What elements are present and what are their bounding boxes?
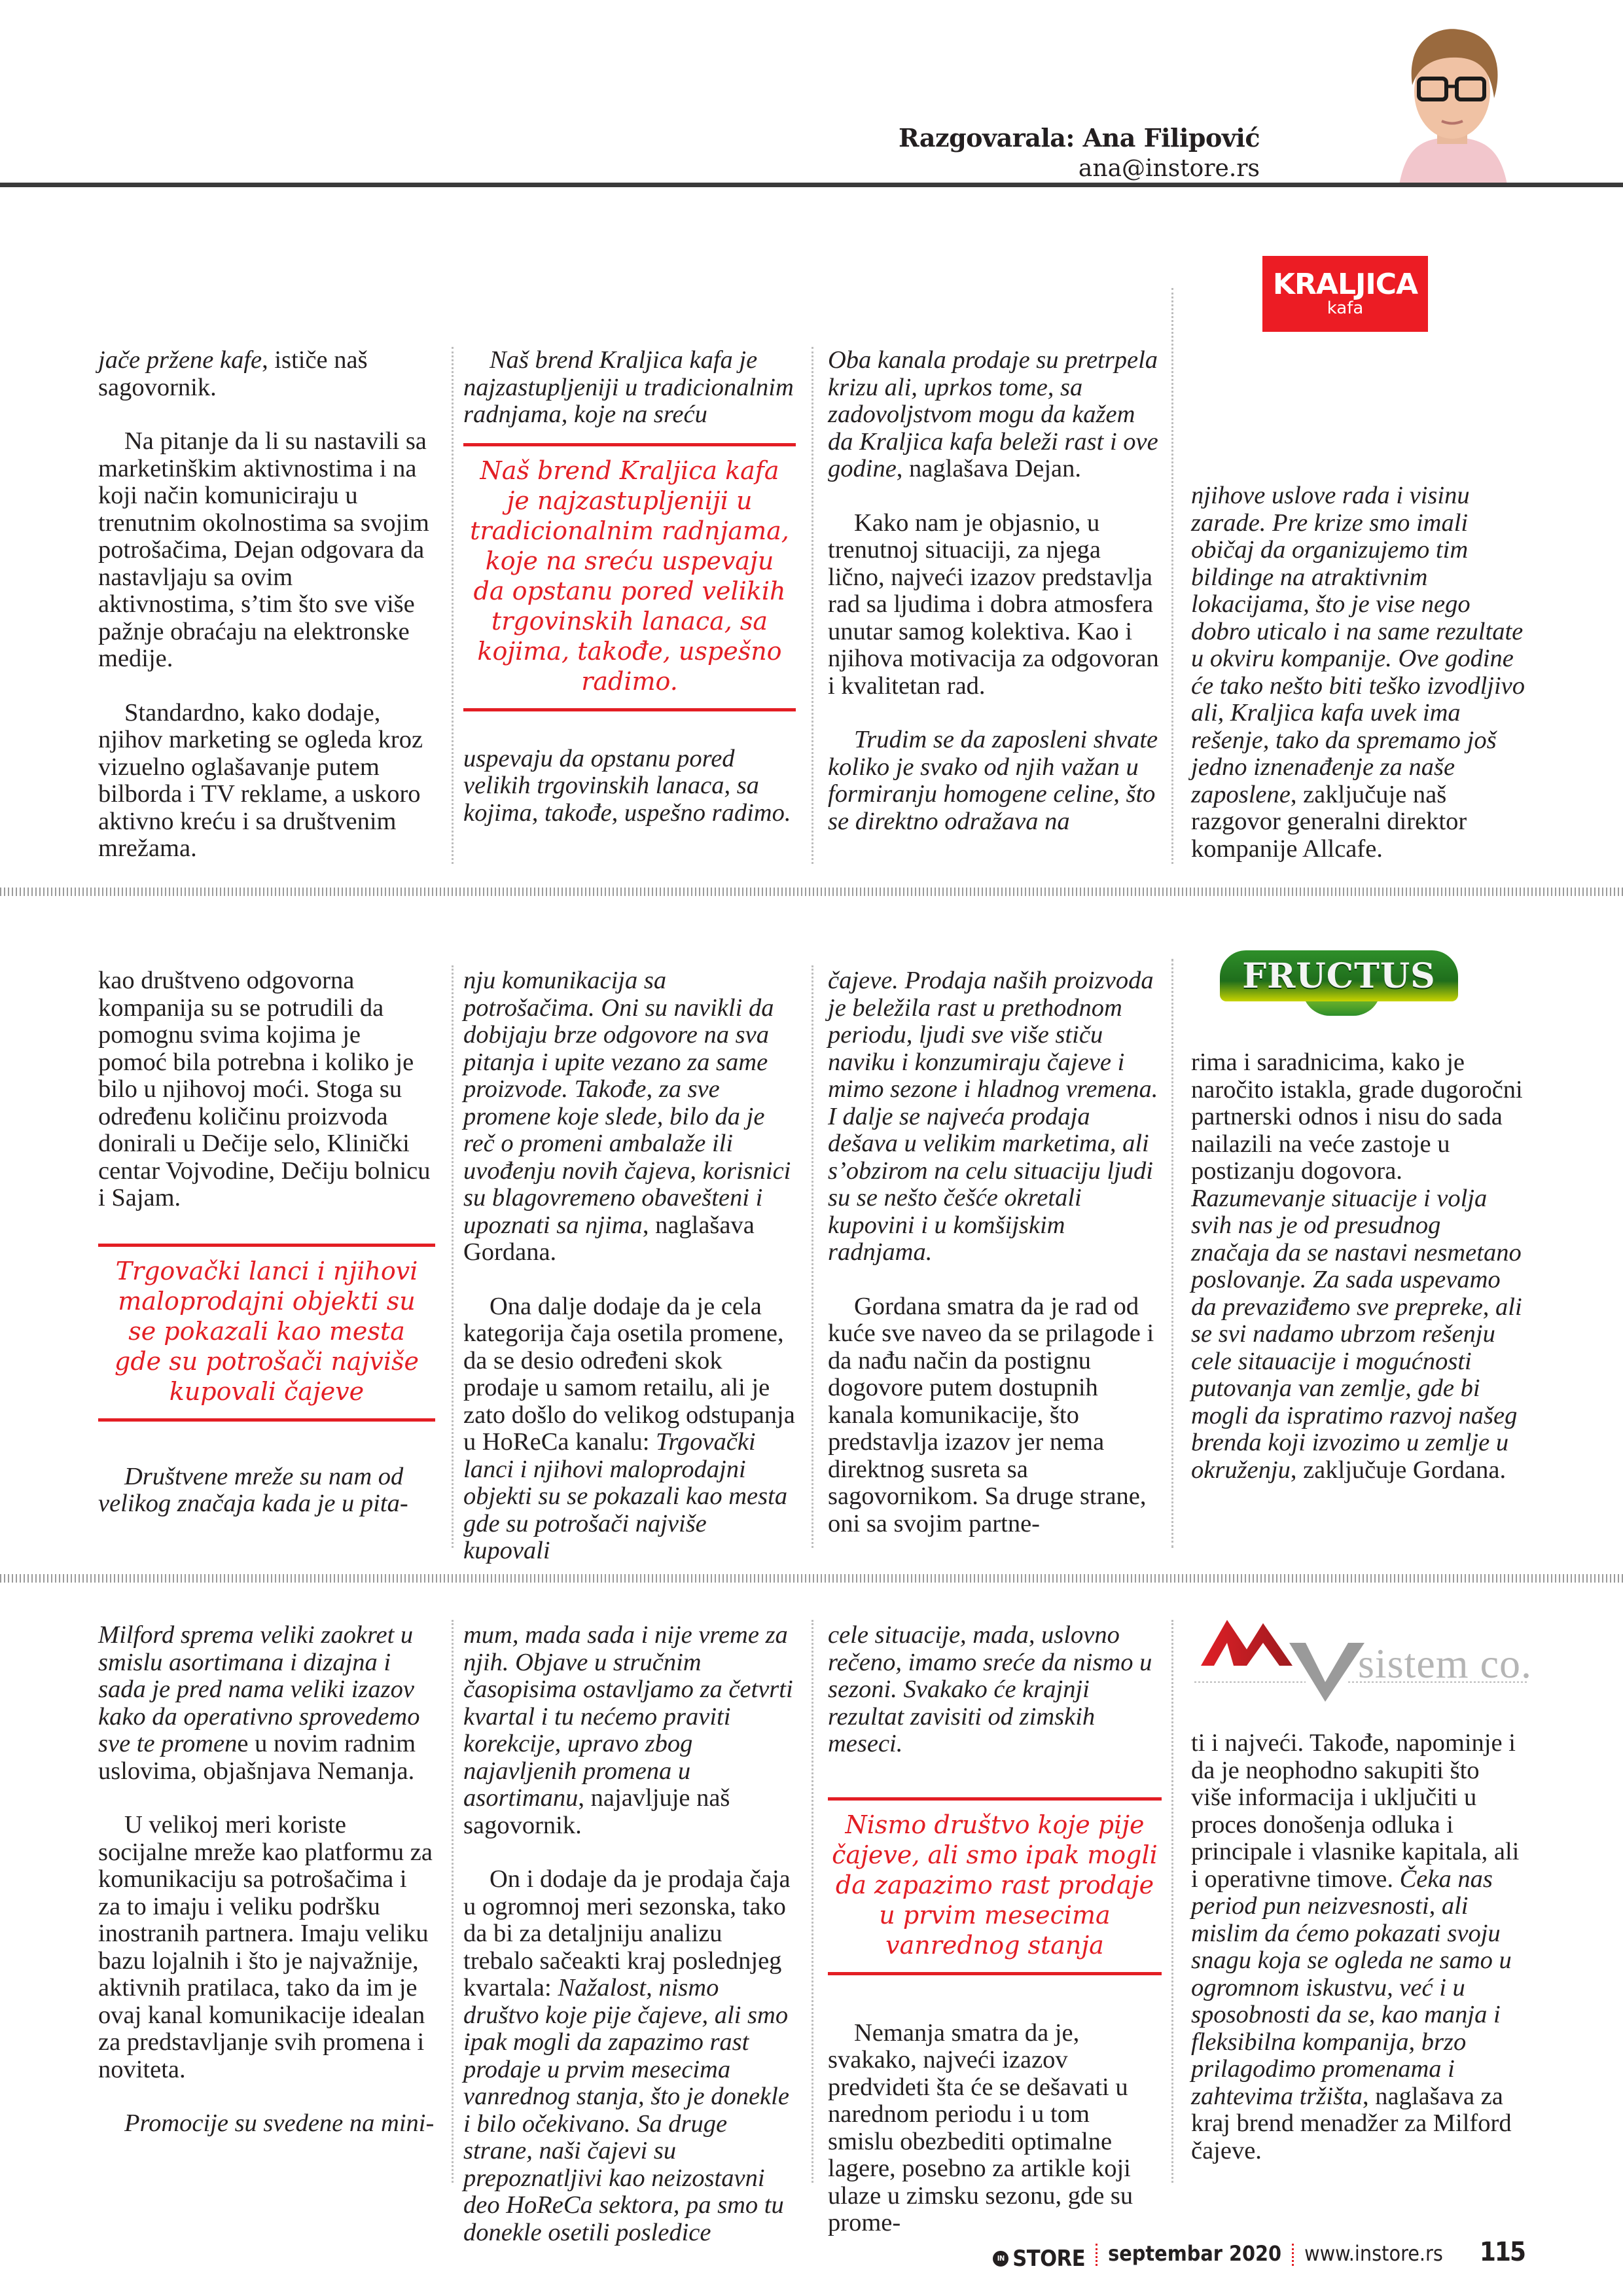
- column-separator: [1171, 959, 1173, 1548]
- paragraph-text: , naglašava Dejan.: [896, 455, 1082, 482]
- kraljica-kafa-logo: [1262, 256, 1428, 332]
- inline-italic: Razumevanje situacije i volja svih nas je od presudnog značaja da se nastavi nesmetano poslovanje. Za sada uspevamo da prevaziđemo sve prepreke, ali se svi nadamo ubrzom rešenju cele sitauacije i mogućnosti putovanja van zemlje, gde bi mogli da ispratimo razvoj našeg brenda koji izvozimo u zemlje u okruženju: [1191, 1184, 1522, 1484]
- paragraph-italic: cele situacije, mada, uslovno rečeno, imamo sreće da nismo u sezoni. Svakako će krajnji rezultat zavisiti od zimskih meseci.: [828, 1621, 1152, 1757]
- paragraph: Na pitanje da li su nastavili sa marketinškim aktivnostima i na koji način komuniciraju u trenutnim okolnostima sa svojim potrošačima, Dejan odgovara da nastavljaju sa ovim aktivnostima, s’tim što sve više pažnje obraćaju na elektronske medije.: [98, 427, 429, 672]
- paragraph-italic: Promocije su svedene na mini-: [124, 2109, 435, 2137]
- column-separator: [812, 1620, 813, 2183]
- instore-logo: [993, 2246, 1085, 2272]
- section2-col2: [463, 967, 796, 1565]
- footer-separator: [1096, 2244, 1097, 2266]
- paragraph-text: On i dodaje da je prodaja čaja u ogromnoj meri sezonska, tako da bi za detaljniju analizu trebalo sačeakti kraj poslednjeg kvartala:: [463, 1865, 791, 2001]
- paragraph-text: Ona dalje dodaje da je cela kategorija čaja osetila promene, da se desio određeni skok prodaje u samom retailu, ali je zato došlo do velikog odstupanja u HoReCa kanalu:: [463, 1292, 795, 1456]
- author-photo: [1366, 13, 1538, 185]
- column-separator: [452, 347, 454, 864]
- inline-italic: nju komunikacija sa potrošačima. Oni su navikli da dobijaju brze odgovore na sva pitanja i upite vezano za same proizvode. Takođe, za sve promene koje slede, bilo da je reč o promeni ambalaže ili uvođenju novih čajeva, korisnici su blagovremeno obavešteni i upoznati sa njima: [463, 967, 791, 1239]
- inline-italic: Čeka nas period pun neizvesnosti, ali mislim da ćemo pokazati svoju snagu koja se ogleda ne samo u ogromnom iskustvu, već i u sposobnosti da se, kao manja i fleksibilna kompanija, brzo prilagodimo promenama i zahtevima tržišta: [1191, 1865, 1512, 2110]
- footer-separator: [1292, 2244, 1294, 2266]
- section1-col1: [98, 347, 435, 863]
- section-divider: [0, 1574, 1623, 1583]
- page-footer: [993, 2237, 1525, 2272]
- paragraph-text: , zaključuje naš razgovor generalni direktor kompanije Allcafe.: [1191, 780, 1467, 863]
- section1-col4: [1191, 482, 1525, 863]
- paragraph-italic: uspevaju da opstanu pored velikih trgovinskih lanaca, sa kojima, takođe, uspešno radimo.: [463, 744, 791, 827]
- column-separator: [1171, 288, 1173, 864]
- kraljica-logo-text: KRALJICA: [1272, 268, 1418, 301]
- author-name: Razgovarala: Ana Filipović: [898, 123, 1260, 152]
- paragraph: U velikoj meri koriste socijalne mreže kao platformu za komunikaciju sa potrošačima i za to imaju i veliku podršku inostranih partnera. Imaju veliku bazu lojalnih i što je najvažnije, aktivnih pratilaca, tako da im je ovaj kanal komunikacije idealan za predstavljanje svih promena i noviteta.: [98, 1811, 433, 2083]
- column-separator: [812, 965, 813, 1548]
- paragraph-text: , naglašava Gordana.: [463, 1211, 755, 1266]
- section1-col2: [463, 347, 796, 827]
- paragraph-text: , ističe naš sagovornik.: [98, 346, 368, 401]
- issue-date: septembar 2020: [1108, 2241, 1282, 2266]
- paragraph-italic: Trudim se da zaposleni shvate koliko je svako od njih važan u formiranju homogene celine, što se direktno odražava na: [828, 726, 1158, 835]
- inline-italic: Nažalost, nismo društvo koje pije čajeve, ali smo ipak mogli da zapazimo rast prodaje u prvim mesecima vanrednog stanja, što je donekle i bilo očekivano. Sa druge strane, naši čajevi su prepoznatljivi kao neizostavni deo HoReCa sektora, pa smo tu donekle osetili posledice: [463, 1974, 789, 2246]
- paragraph-text: , najavljuje naš sagovornik.: [463, 1784, 730, 1839]
- section3-col1: [98, 1622, 435, 2138]
- column-separator: [452, 965, 454, 1548]
- fructus-logo-text: FRUCTUS: [1242, 956, 1436, 996]
- paragraph-italic: Naš brend Kraljica kafa je najzastupljeniji u tradicionalnim radnjama, koje na sreću: [463, 346, 794, 428]
- paragraph-italic: Društvene mreže su nam od velikog značaja kada je u pita-: [98, 1462, 408, 1517]
- inline-italic: jače pržene kafe: [98, 346, 262, 374]
- section3-col2: [463, 1622, 796, 2246]
- header-rule: [0, 183, 1623, 187]
- section3-col4: [1191, 1730, 1525, 2164]
- paragraph: Kako nam je objasnio, u trenutnoj situaciji, za njega lično, najveći izazov predstavlja rad sa ljudima i dobra atmosfera unutar samog kolektiva. Kao i njihova motivacija za odgovoran i kvalitetan rad.: [828, 509, 1159, 700]
- in-circle-icon: IN: [993, 2251, 1008, 2267]
- paragraph-text: , naglašava za kraj brend menadžer za Milford čajeve.: [1191, 2082, 1512, 2164]
- paragraph-text: e u novim radnim uslovima, objašnjava Nemanja.: [98, 1730, 416, 1785]
- paragraph: Nemanja smatra da je, svakako, najveći izazov predvideti šta će se dešavati u narednom periodu i u tom smislu obezbediti optimalne lagere, posebno za artikle koji ulaze u zimsku sezonu, gde su prome-: [828, 2018, 1133, 2236]
- inline-italic: Milford sprema veliki zaokret u smislu asortimana i dizajna i sada je pred nama veliki izazov kako da operativno sprovedemo sve te promen: [98, 1621, 420, 1757]
- pull-quote: Nismo društvo koje pije čajeve, ali smo ipak mogli da zapazimo rast prodaje u prvim mesecima vanrednog stanja: [828, 1797, 1162, 1975]
- inline-italic: njihove uslove rada i visinu zarade. Pre krize smo imali običaj da organizujemo tim bildinge na atraktivnim lokacijama, što je vise nego dobro uticalo i na same rezultate u okviru kompanije. Ove godine će tako nešto biti teško izvodljivo ali, Kraljica kafa uvek ima rešenje, tako da spremamo još jedno iznenađenje za naše zaposlene: [1191, 482, 1525, 808]
- section1-col3: [828, 347, 1162, 835]
- mv-logo-text: sistem co.: [1358, 1640, 1532, 1687]
- column-separator: [452, 1620, 454, 2183]
- paragraph: kao društveno odgovorna kompanija su se potrudili da pomognu svima kojima je pomoć bila potrebna i koliko je bilo u njihovoj moći. Stoga su određenu količinu proizvoda donirali u Dečije selo, Klinički centar Vojvodine, Dečiju bolnicu i Sajam.: [98, 967, 431, 1211]
- inline-italic: mum, mada sada i nije vreme za njih. Objave u stručnim časopisima ostavljamo za četvrti kvartal i tu nećemo praviti korekcije, upravo zbog najavljenih promena u asortimanu: [463, 1621, 793, 1812]
- pull-quote: Naš brend Kraljica kafa je najzastupljeniji u tradicionalnim radnjama, koje na sreću uspevaju da opstanu pored velikih trgovinskih lanaca, sa kojima, takođe, uspešno radimo.: [463, 443, 796, 711]
- section-divider: [0, 888, 1623, 896]
- section2-col4: [1191, 1049, 1525, 1484]
- section2-col3: [828, 967, 1162, 1537]
- website-link[interactable]: www.instore.rs: [1304, 2241, 1443, 2266]
- author-email[interactable]: ana@instore.rs: [1078, 155, 1260, 182]
- paragraph: Gordana smatra da je rad od kuće sve naveo da se prilagode i da nađu način da postignu dogovore putem dostupnih kanala komunikacije, što predstavlja izazov jer nema direktnog susreta sa sagovornikom. Sa druge strane, oni sa svojim partne-: [828, 1292, 1154, 1537]
- byline: [899, 123, 1260, 182]
- paragraph-text: rima i saradnicima, kako je naročito istakla, grade dugoročni partnerski odnos i nisu do sada nailazili na veće zastoje u postizanju dogovora.: [1191, 1049, 1523, 1185]
- paragraph: Standardno, kako dodaje, njihov marketing se ogleda kroz vizuelno oglašavanje putem bilborda i TV reklame, a uskoro aktivno kreću i sa društvenim mrežama.: [98, 698, 423, 862]
- kraljica-logo-subtext: kafa: [1327, 298, 1364, 318]
- fructus-logo: [1220, 950, 1458, 1001]
- section3-col3: [828, 1622, 1162, 2237]
- column-separator: [812, 347, 813, 864]
- page-number: 115: [1479, 2237, 1525, 2267]
- inline-italic: Oba kanala prodaje su pretrpela krizu ali, uprkos tome, sa zadovoljstvom mogu da kažem da Kraljica kafa beleži rast i ove godine: [828, 346, 1158, 482]
- pull-quote: Trgovački lanci i njihovi maloprodajni objekti su se pokazali kao mesta gde su potrošači najviše kupovali čajeve: [98, 1244, 435, 1422]
- paragraph-italic: čajeve. Prodaja naših proizvoda je beležila rast u prethodnom periodu, ljudi sve više stiču naviku i konzumiraju čajeve i mimo sezone i hladnog vremena. I dalje se najveća prodaja dešava u velikim marketima, ali s’obzirom na celu situaciju ljudi su se nešto češće okretali kupovini i u komšijskim radnjama.: [828, 967, 1158, 1266]
- paragraph-text: , zaključuje Gordana.: [1290, 1456, 1507, 1484]
- inline-italic: Trgovački lanci i njihovi maloprodajni objekti su se pokazali kao mesta gde su potrošači najviše kupovali: [463, 1428, 788, 1564]
- column-separator: [1171, 1620, 1173, 2183]
- paragraph-text: ti i najveći. Takođe, napominje i da je neophodno sakupiti što više informacija i uključiti u proces donošenja odluka i principale i vlasnike kapitala, ali i operativne timove.: [1191, 1729, 1520, 1893]
- section2-col1: [98, 967, 435, 1518]
- instore-brand: STORE: [1012, 2246, 1086, 2272]
